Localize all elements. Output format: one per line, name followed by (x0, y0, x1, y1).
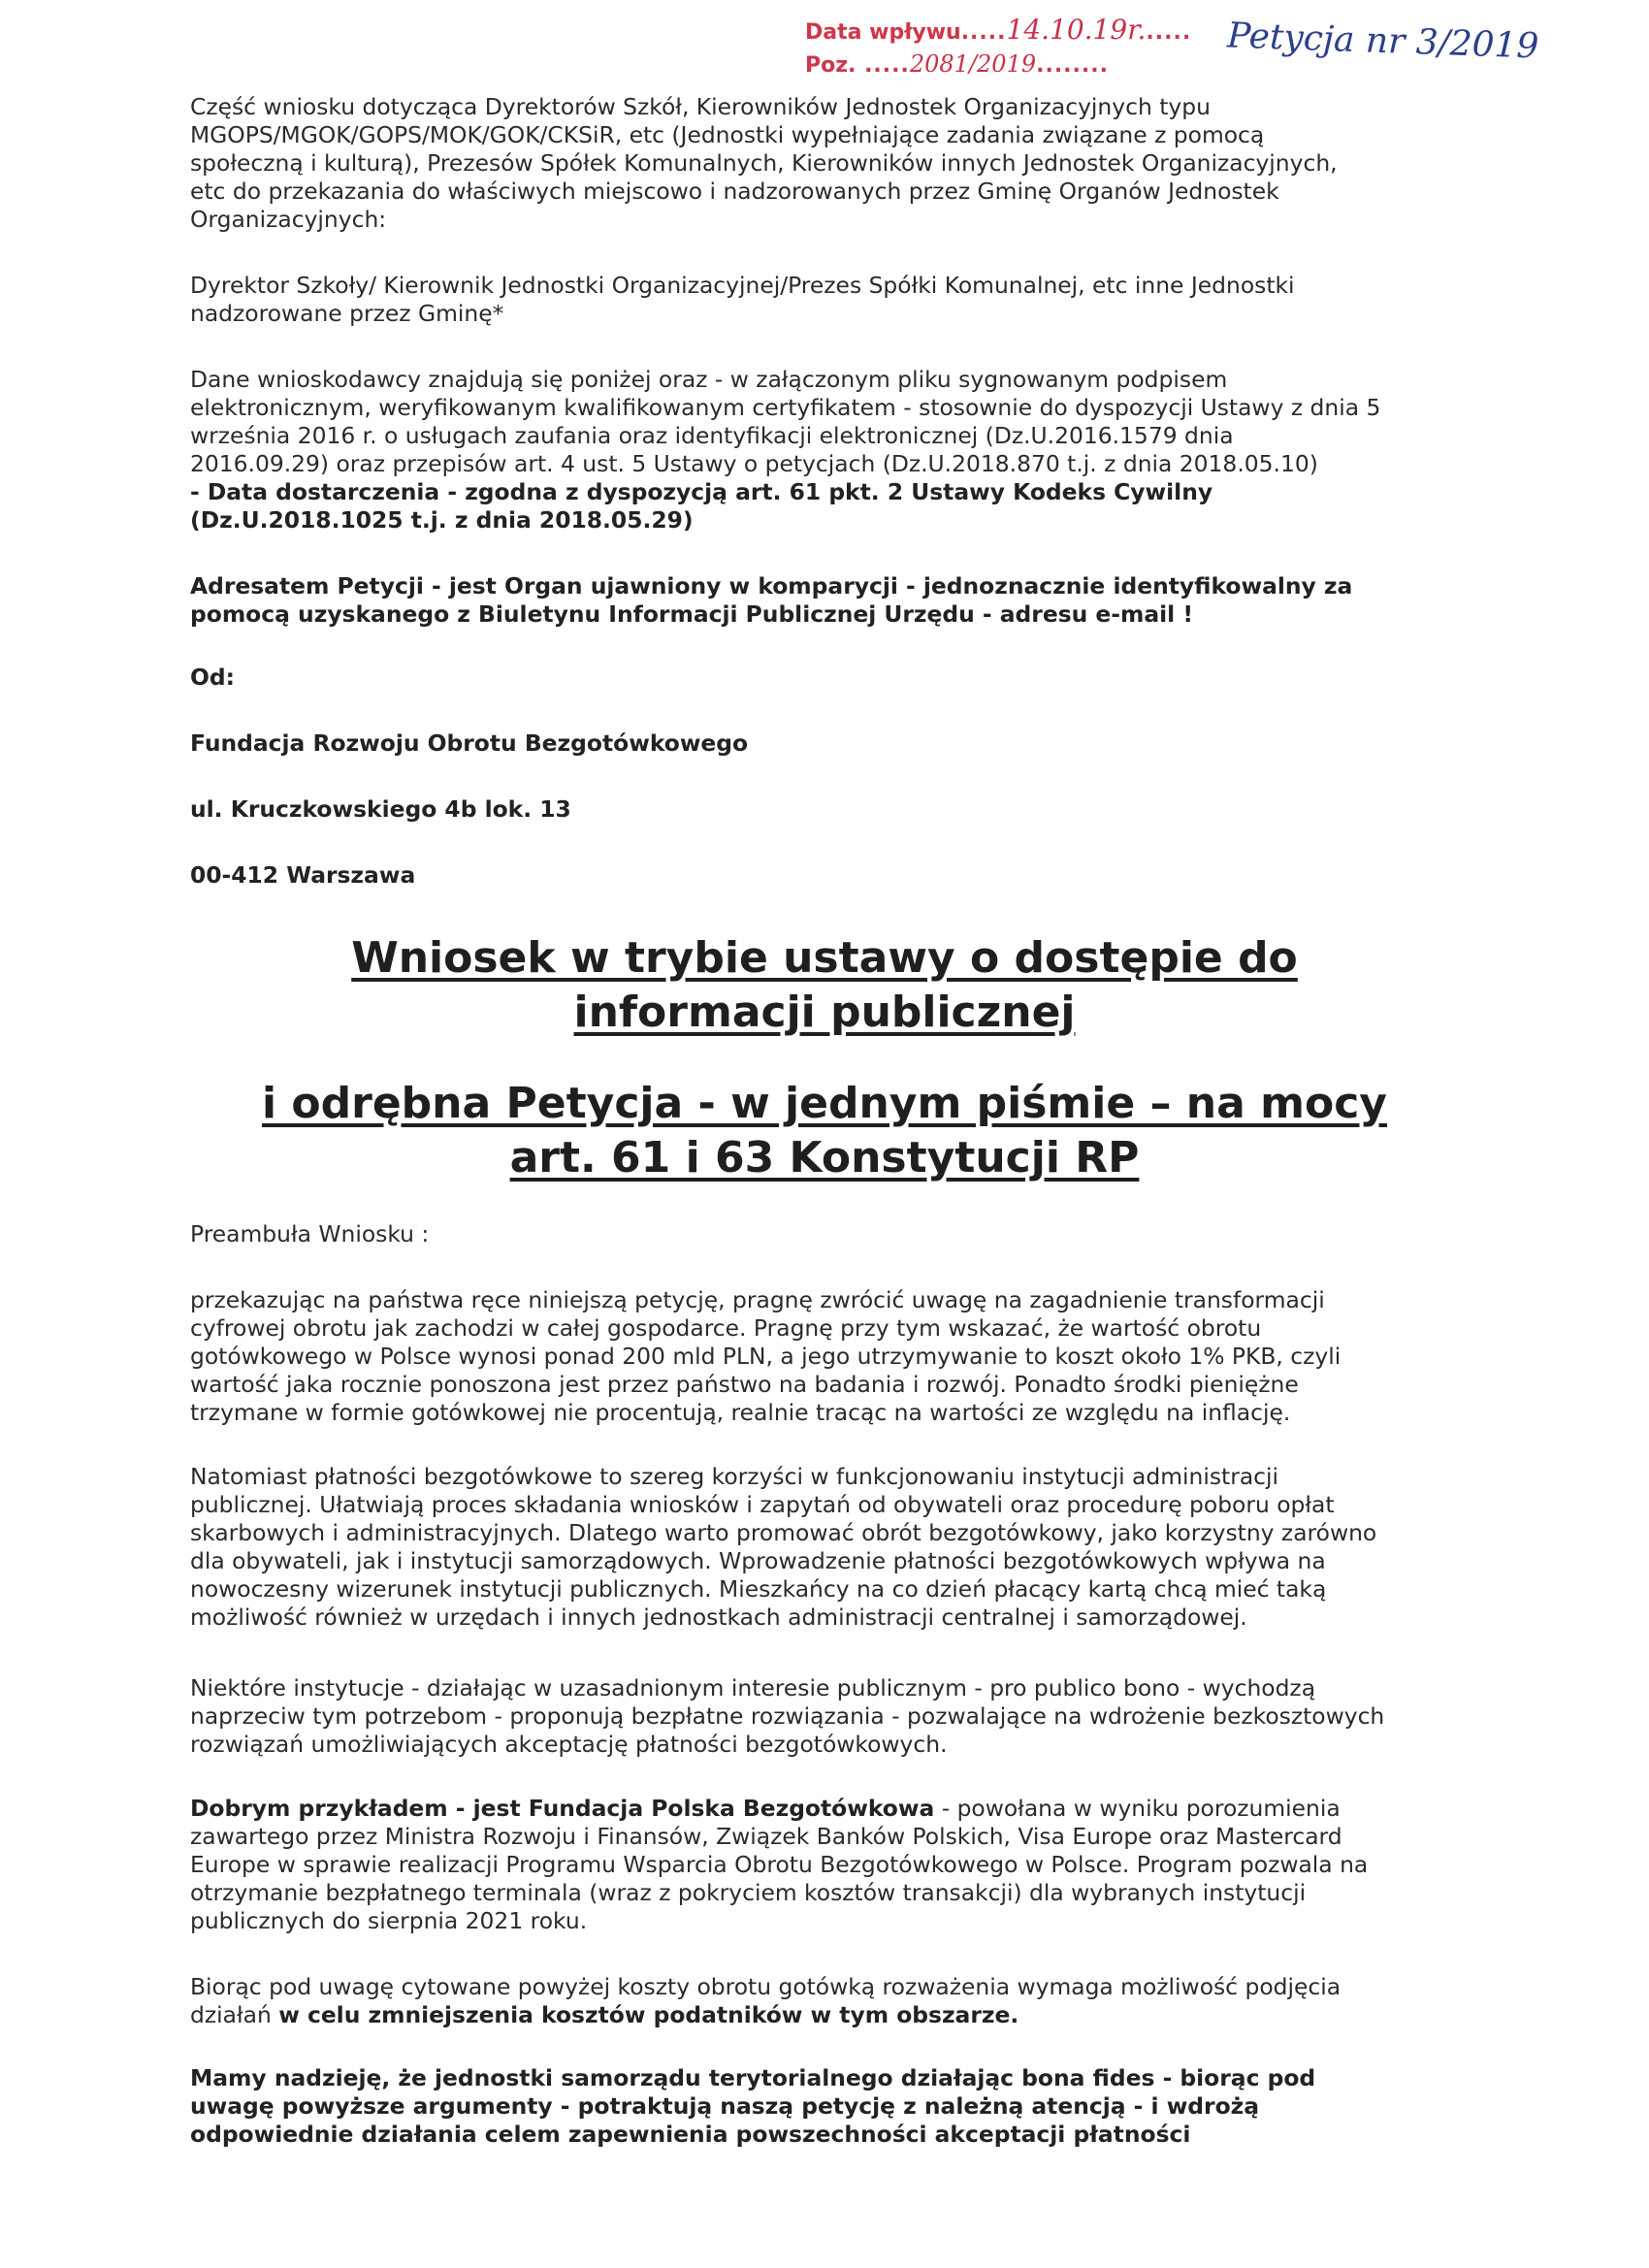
text-line: Część wniosku dotycząca Dyrektorów Szkół, Kierowników Jednostek Organizacyjnych typu (190, 93, 1211, 120)
text-line: naprzeciw tym potrzebom - proponują bezpłatne rozwiązania - pozwalające na wdrożenie bezkosztowych (190, 1702, 1385, 1730)
paragraph-2 (190, 1463, 1451, 1632)
text-line: wartość jaka rocznie ponoszona jest przez państwo na badania i rozwój. Ponadto środki pieniężne (190, 1371, 1299, 1398)
fundacja-highlight: Dobrym przykładem - jest Fundacja Polska Bezgotówkowa (190, 1795, 935, 1822)
text-line: odpowiednie działania celem zapewnienia powszechności akceptacji płatności (190, 2121, 1191, 2148)
text-line: Biorąc pod uwagę cytowane powyżej koszty obrotu gotówką rozważenia wymaga możliwość podjęcia (190, 1973, 1342, 2000)
position-label: Poz. (805, 53, 857, 78)
document-title-line: informacji publicznej (573, 988, 1076, 1037)
text-line: uwagę powyższe argumenty - potraktują naszą petycję z należną atencją - i wdrożą (190, 2092, 1260, 2120)
text-line: Natomiast płatności bezgotówkowe to szereg korzyści w funkcjonowaniu instytucji administracji (190, 1463, 1279, 1490)
director-paragraph (190, 272, 1451, 328)
preamble-label: Preambuła Wniosku : (190, 1220, 430, 1247)
incoming-date-stamp: Data wpływu.....14.10.19r...... (805, 14, 1192, 46)
text-fragment-bold: w celu zmniejszenia kosztów podatników w tym obszarze. (278, 2001, 1019, 2028)
paragraph-6 (190, 2064, 1451, 2149)
text-line: publicznych do sierpnia 2021 roku. (190, 1907, 588, 1934)
text-line: września 2016 r. o usługach zaufania oraz identyfikacji elektronicznej (Dz.U.2016.1579 dnia (190, 422, 1234, 449)
text-line: elektronicznym, weryfikowanym kwalifikowanym certyfikatem - stosownie do dyspozycji Ustawy z dnia 5 (190, 394, 1381, 421)
text-line: dla obywateli, jak i instytucji samorządowych. Wprowadzenie płatności bezgotówkowych wpływa na (190, 1547, 1326, 1574)
header-paragraph (190, 93, 1451, 234)
text-line: skarbowych i administracyjnych. Dlatego warto promować obrót bezgotówkowy, jako korzystny zarówno (190, 1519, 1377, 1546)
text-fragment: - powołana w wyniku porozumienia (934, 1795, 1341, 1822)
text-line: trzymane w formie gotówkowej nie procentują, realnie tracąc na wartości ze względu na inflację. (190, 1399, 1291, 1426)
text-line: etc do przekazania do właściwych miejscowo i nadzorowanych przez Gminę Organów Jednostek (190, 178, 1279, 205)
text-line: Adresatem Petycji - jest Organ ujawniony w komparycji - jednoznacznie identyfikowalny za (190, 572, 1353, 599)
text-line (190, 1795, 1451, 1823)
date-label: Data wpływu (805, 20, 961, 45)
text-line-bold: - Data dostarczenia - zgodna z dyspozycją art. 61 pkt. 2 Ustawy Kodeks Cywilny (190, 478, 1213, 505)
document-title-line: art. 61 i 63 Konstytucji RP (509, 1133, 1140, 1183)
paragraph-5 (190, 1973, 1451, 2029)
text-line: społeczną i kulturą), Prezesów Spółek Komunalnych, Kierowników innych Jednostek Organizacyjnych, (190, 149, 1338, 177)
position-stamp: Poz. .....2081/2019........ (805, 50, 1109, 78)
text-line: cyfrowej obrotu jak zachodzi w całej gospodarce. Pragnę przy tym wskazać, że wartość obrotu (190, 1314, 1262, 1342)
document-title-line: Wniosek w trybie ustawy o dostępie do (351, 933, 1298, 983)
text-line: Organizacyjnych: (190, 206, 387, 233)
text-line: Europe w sprawie realizacji Programu Wsparcia Obrotu Bezgotówkowego w Polsce. Program pozwala na (190, 1851, 1369, 1878)
paragraph-1 (190, 1286, 1451, 1427)
text-line: rozwiązań umożliwiających akceptację płatności bezgotówkowych. (190, 1731, 948, 1758)
text-line: 2016.09.29) oraz przepisów art. 4 ust. 5 Ustawy o petycjach (Dz.U.2018.870 t.j. z dnia 2018.05.10) (190, 450, 1318, 477)
sender-city: 00-412 Warszawa (190, 861, 416, 889)
applicant-data-paragraph (190, 366, 1451, 535)
text-line: Dane wnioskodawcy znajdują się poniżej oraz - w załączonym pliku sygnowanym podpisem (190, 366, 1228, 393)
text-line: przekazując na państwa ręce niniejszą petycję, pragnę zwrócić uwagę na zagadnienie transformacji (190, 1286, 1325, 1313)
position-value: 2081/2019 (909, 50, 1037, 78)
text-line: możliwość również w urzędach i innych jednostkach administracji centralnej i samorządowej. (190, 1604, 1247, 1631)
text-line: MGOPS/MGOK/GOPS/MOK/GOK/CKSiR, etc (Jednostki wypełniające zadania związane z pomocą (190, 121, 1265, 148)
petition-number-handwriting: Petycja nr 3/2019 (1226, 16, 1540, 67)
paragraph-3 (190, 1674, 1451, 1759)
text-line (190, 2001, 1451, 2029)
date-value: 14.10.19r. (1006, 14, 1147, 46)
sender-name: Fundacja Rozwoju Obrotu Bezgotówkowego (190, 729, 749, 757)
document-title-line: i odrębna Petycja - w jednym piśmie – na mocy (262, 1079, 1387, 1128)
text-line: gotówkowego w Polsce wynosi ponad 200 mld PLN, a jego utrzymywanie to koszt około 1% PKB, czyli (190, 1343, 1342, 1370)
sender-street: ul. Kruczkowskiego 4b lok. 13 (190, 795, 571, 823)
text-line: publicznej. Ułatwiają proces składania wniosków i zapytań od obywateli oraz procedurę poboru opłat (190, 1491, 1335, 1518)
text-line: nowoczesny wizerunek instytucji publicznych. Mieszkańcy na co dzień płacący kartą chcą mieć taką (190, 1575, 1327, 1603)
text-line: nadzorowane przez Gminę* (190, 300, 504, 327)
text-line: Niektóre instytucje - działając w uzasadnionym interesie publicznym - pro publico bono - wychodzą (190, 1674, 1316, 1701)
text-line: Mamy nadzieję, że jednostki samorządu terytorialnego działając bona fides - biorąc pod (190, 2064, 1316, 2091)
text-line: otrzymanie bezpłatnego terminala (wraz z pokryciem kosztów transakcji) dla wybranych instytucji (190, 1879, 1307, 1906)
text-line: zawartego przez Ministra Rozwoju i Finansów, Związek Banków Polskich, Visa Europe oraz Mastercard (190, 1823, 1342, 1850)
from-label: Od: (190, 664, 235, 691)
addressee-paragraph (190, 572, 1451, 629)
paragraph-4 (190, 1795, 1451, 1935)
text-fragment: działań (190, 2001, 279, 2028)
text-line: pomocą uzyskanego z Biuletynu Informacji Publicznej Urzędu - adresu e-mail ! (190, 600, 1193, 628)
text-line: Dyrektor Szkoły/ Kierownik Jednostki Organizacyjnej/Prezes Spółki Komunalnej, etc inne Jednostki (190, 272, 1295, 299)
text-line-bold: (Dz.U.2018.1025 t.j. z dnia 2018.05.29) (190, 506, 694, 534)
